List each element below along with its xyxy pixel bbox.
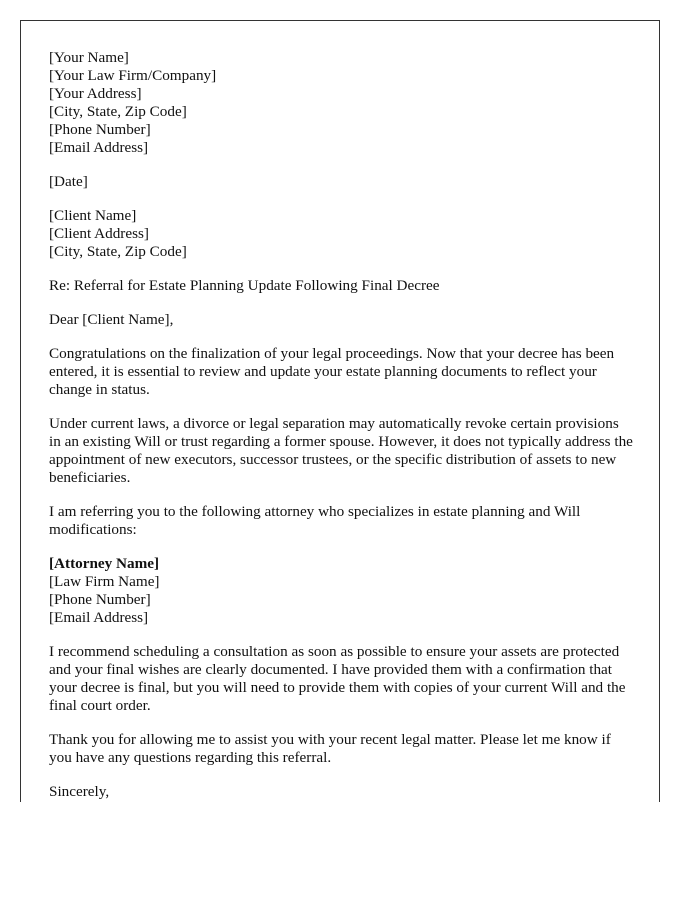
subject-line: Re: Referral for Estate Planning Update Following Final Decree (49, 277, 440, 294)
attorney-block (49, 555, 634, 627)
paragraph-referral: I am referring you to the following attorney who specializes in estate planning and Will modifications: (49, 503, 581, 538)
closing: Sincerely, (49, 783, 110, 800)
letter-page (20, 20, 660, 802)
sender-company: [Your Law Firm/Company] (49, 67, 217, 84)
letter-date: [Date] (49, 173, 88, 190)
paragraph-intro: Congratulations on the finalization of your legal proceedings. Now that your decree has been entered, it is essential to review and update your estate planning documents to reflect your change in status. (49, 345, 615, 398)
sender-address: [Your Address] (49, 85, 142, 102)
date-block (49, 173, 634, 191)
letter-body (49, 49, 634, 802)
sender-phone: [Phone Number] (49, 121, 151, 138)
recipient-name: [Client Name] (49, 207, 137, 224)
attorney-email: [Email Address] (49, 609, 149, 626)
salutation: Dear [Client Name], (49, 311, 174, 328)
attorney-firm: [Law Firm Name] (49, 573, 160, 590)
paragraph-recommendation: I recommend scheduling a consultation as soon as possible to ensure your assets are protected and your final wishes are clearly documented. I have provided them with a confirmation that your decree is final, but you will need to provide them with copies of your current Will and the final court order. (49, 643, 626, 714)
attorney-name: [Attorney Name] (49, 555, 160, 572)
sender-name: [Your Name] (49, 49, 129, 66)
sender-email: [Email Address] (49, 139, 149, 156)
attorney-phone: [Phone Number] (49, 591, 151, 608)
recipient-address: [Client Address] (49, 225, 149, 242)
recipient-city-state-zip: [City, State, Zip Code] (49, 243, 187, 260)
recipient-block (49, 207, 634, 261)
sender-block (49, 49, 634, 157)
paragraph-thanks: Thank you for allowing me to assist you with your recent legal matter. Please let me know if you have any questions regarding this referral. (49, 731, 611, 766)
sender-city-state-zip: [City, State, Zip Code] (49, 103, 187, 120)
paragraph-legal-context: Under current laws, a divorce or legal separation may automatically revoke certain provisions in an existing Will or trust regarding a former spouse. However, it does not typically address the appointment of new executors, successor trustees, or the specific distribution of assets to new beneficiaries. (49, 415, 633, 486)
